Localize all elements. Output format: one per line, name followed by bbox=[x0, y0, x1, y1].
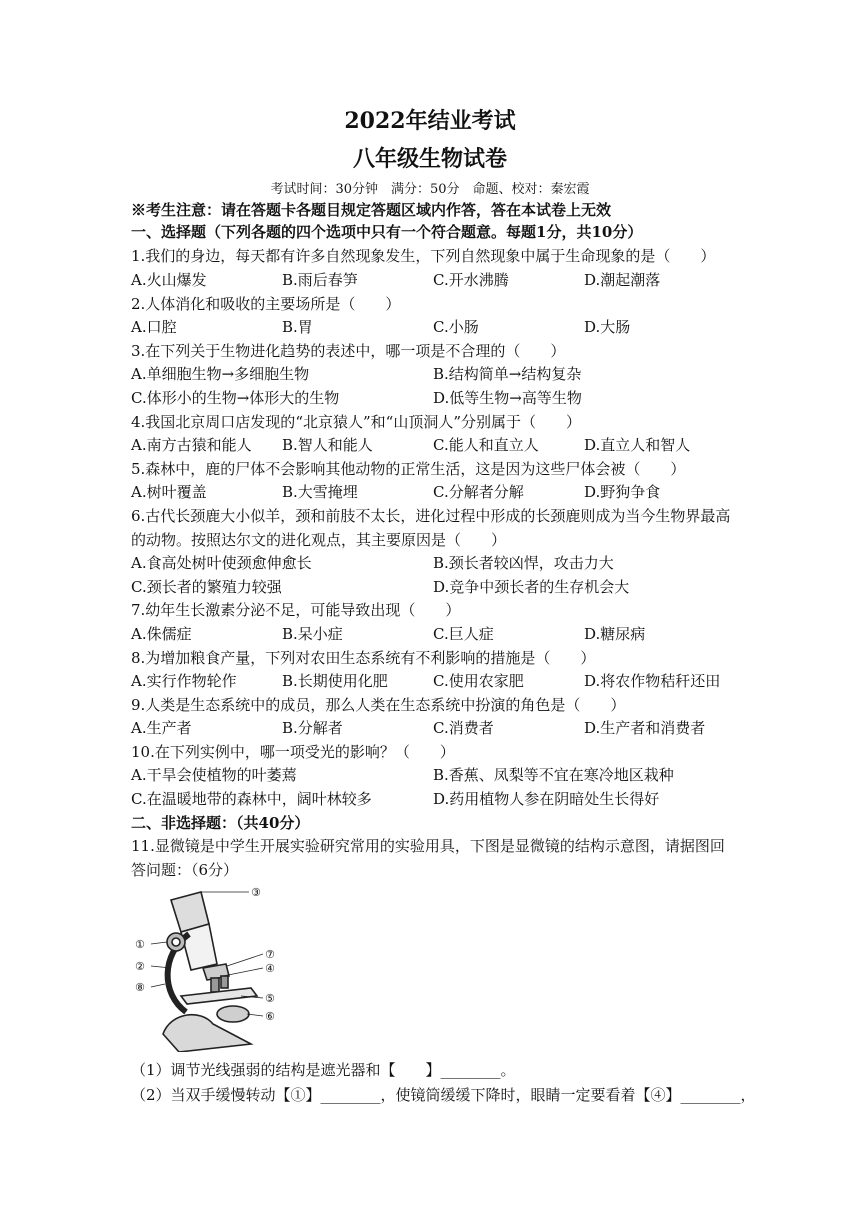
option: B.分解者 bbox=[282, 719, 343, 737]
figure-label: ① bbox=[135, 938, 145, 951]
figure-label: ③ bbox=[251, 886, 261, 899]
option: D.野狗争食 bbox=[584, 483, 661, 501]
option: A.火山爆发 bbox=[131, 271, 207, 289]
question-options bbox=[131, 435, 751, 455]
question-options bbox=[131, 765, 751, 785]
question-options bbox=[131, 364, 751, 384]
option: D.糖尿病 bbox=[584, 625, 646, 643]
figure-label: ② bbox=[135, 960, 145, 973]
question-stem-continued: 答问题：（6分） bbox=[131, 861, 239, 879]
exam-meta: 考试时间：30分钟 满分：50分 命题、校对：秦宏霞 bbox=[270, 182, 590, 197]
option: B.颈长者较凶悍，攻击力大 bbox=[433, 554, 614, 572]
question-options bbox=[131, 317, 751, 337]
option: A.南方古猿和能人 bbox=[131, 436, 252, 454]
option: C.使用农家肥 bbox=[433, 672, 524, 690]
question-options bbox=[131, 482, 751, 502]
question-stem: 7.幼年生长激素分泌不足，可能导致出现（ ） bbox=[131, 601, 461, 619]
question-stem: 9.人类是生态系统中的成员，那么人类在生态系统中扮演的角色是（ ） bbox=[131, 696, 626, 714]
option: D.生产者和消费者 bbox=[584, 719, 706, 737]
question-options bbox=[131, 553, 751, 573]
option: C.开水沸腾 bbox=[433, 271, 509, 289]
section1-heading: 一、选择题（下列各题的四个选项中只有一个符合题意。每题1分，共10分） bbox=[131, 223, 643, 241]
exam-subtitle: 八年级生物试卷 bbox=[352, 146, 507, 172]
option: C.小肠 bbox=[433, 318, 479, 336]
question-options bbox=[131, 388, 751, 408]
option: B.智人和能人 bbox=[282, 436, 373, 454]
question-options bbox=[131, 577, 751, 597]
option: D.直立人和智人 bbox=[584, 436, 691, 454]
question-options bbox=[131, 718, 751, 738]
question-options bbox=[131, 624, 751, 644]
question-stem: 1.我们的身边，每天都有许多自然现象发生，下列自然现象中属于生命现象的是（ ） bbox=[131, 247, 716, 265]
option: D.低等生物→高等生物 bbox=[433, 389, 582, 407]
question-options bbox=[131, 270, 751, 290]
option: D.竞争中颈长者的生存机会大 bbox=[433, 578, 630, 596]
option: C.能人和直立人 bbox=[433, 436, 539, 454]
option: A.单细胞生物→多细胞生物 bbox=[131, 365, 310, 383]
question-stem: 3.在下列关于生物进化趋势的表述中，哪一项是不合理的（ ） bbox=[131, 342, 566, 360]
option: B.胃 bbox=[282, 318, 313, 336]
question-stem: 11.显微镜是中学生开展实验研究常用的实验用具，下图是显微镜的结构示意图，请据图回 bbox=[131, 837, 725, 855]
option: A.食高处树叶使颈愈伸愈长 bbox=[131, 554, 312, 572]
option: D.大肠 bbox=[584, 318, 631, 336]
option: A.树叶覆盖 bbox=[131, 483, 207, 501]
option: C.在温暖地带的森林中，阔叶林较多 bbox=[131, 790, 372, 808]
option: A.口腔 bbox=[131, 318, 177, 336]
figure-label: ⑦ bbox=[265, 948, 275, 961]
question-stem: 10.在下列实例中，哪一项受光的影响？（ ） bbox=[131, 743, 455, 761]
microscope-figure bbox=[131, 884, 281, 1052]
option: D.药用植物人参在阴暗处生长得好 bbox=[433, 790, 660, 808]
option: A.侏儒症 bbox=[131, 625, 192, 643]
question-stem: 4.我国北京周口店发现的“北京猿人”和“山顶洞人”分别属于（ ） bbox=[131, 413, 581, 431]
question-options bbox=[131, 789, 751, 809]
figure-label: ④ bbox=[265, 962, 275, 975]
option: B.长期使用化肥 bbox=[282, 672, 388, 690]
microscope-diagram bbox=[131, 884, 281, 1052]
option: B.香蕉、凤梨等不宜在寒冷地区栽种 bbox=[433, 766, 674, 784]
option: A.干旱会使植物的叶萎蔫 bbox=[131, 766, 297, 784]
q11-sub2: （2）当双手缓慢转动【①】________，使镜筒缓缓下降时，眼睛一定要看着【④】________， bbox=[131, 1086, 756, 1104]
question-stem: 8.为增加粮食产量，下列对农田生态系统有不利影响的措施是（ ） bbox=[131, 649, 596, 667]
question-options bbox=[131, 671, 751, 691]
option: C.颈长者的繁殖力较强 bbox=[131, 578, 282, 596]
option: A.实行作物轮作 bbox=[131, 672, 237, 690]
question-stem: 2.人体消化和吸收的主要场所是（ ） bbox=[131, 295, 401, 313]
option: B.雨后春笋 bbox=[282, 271, 358, 289]
option: B.大雪掩埋 bbox=[282, 483, 358, 501]
question-stem: 6.古代长颈鹿大小似羊，颈和前肢不太长，进化过程中形成的长颈鹿则成为当今生物界最高 bbox=[131, 507, 731, 525]
option: D.潮起潮落 bbox=[584, 271, 661, 289]
option: D.将农作物秸秆还田 bbox=[584, 672, 721, 690]
section2-heading: 二、非选择题：（共40分） bbox=[131, 814, 310, 832]
q11-sub1: （1）调节光线强弱的结构是遮光器和【 】________。 bbox=[131, 1061, 516, 1079]
question-stem: 5.森林中，鹿的尸体不会影响其他动物的正常生活，这是因为这些尸体会被（ ） bbox=[131, 460, 686, 478]
option: A.生产者 bbox=[131, 719, 192, 737]
exam-title: 2022年结业考试 bbox=[344, 108, 516, 134]
option: B.呆小症 bbox=[282, 625, 343, 643]
option: C.巨人症 bbox=[433, 625, 494, 643]
notice: ※考生注意：请在答题卡各题目规定答题区域内作答，答在本试卷上无效 bbox=[131, 201, 612, 219]
figure-label: ⑥ bbox=[265, 1010, 275, 1023]
option: B.结构简单→结构复杂 bbox=[433, 365, 582, 383]
option: C.体形小的生物→体形大的生物 bbox=[131, 389, 340, 407]
option: C.消费者 bbox=[433, 719, 494, 737]
figure-label: ⑤ bbox=[265, 992, 275, 1005]
figure-label: ⑧ bbox=[135, 981, 145, 994]
question-stem-continued: 的动物。按照达尔文的进化观点，其主要原因是（ ） bbox=[131, 531, 507, 549]
option: C.分解者分解 bbox=[433, 483, 524, 501]
